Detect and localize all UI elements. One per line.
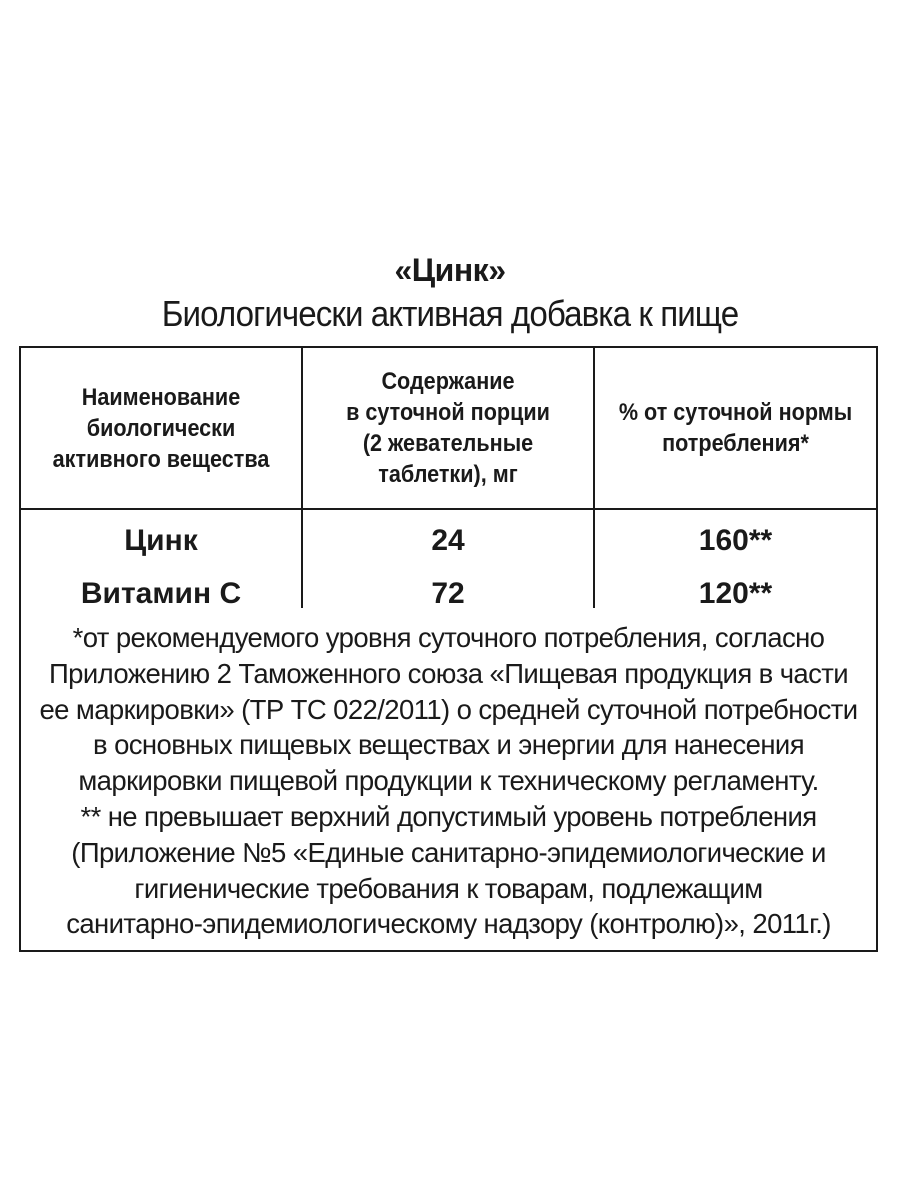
footnote-line: гигиенические требования к товарам, подлежащим bbox=[134, 872, 763, 904]
header-line: в суточной порции bbox=[346, 399, 550, 426]
product-title: «Цинк» bbox=[394, 252, 506, 288]
header-percent bbox=[609, 348, 862, 508]
header-line: % от суточной нормы bbox=[618, 399, 853, 426]
row-vitamin-c-name: Витамин С bbox=[80, 577, 242, 610]
footnote-line: в основных пищевых веществах и энергии для нанесения bbox=[93, 729, 804, 761]
header-line: таблетки), мг bbox=[378, 461, 518, 488]
header-line: потребления* bbox=[662, 430, 809, 457]
nutrition-table bbox=[19, 346, 878, 952]
footnote-line: (Приложение №5 «Единые санитарно-эпидемиологические и bbox=[71, 836, 826, 868]
header-line: Содержание bbox=[381, 368, 515, 395]
footnote-line: ее маркировки» (ТР ТС 022/2011) о средней суточной потребности bbox=[39, 693, 858, 725]
footnote-line: Приложению 2 Таможенного союза «Пищевая продукция в части bbox=[48, 657, 849, 689]
header-line: биологически bbox=[86, 414, 236, 442]
header-substance bbox=[35, 348, 287, 508]
header-divider bbox=[21, 508, 876, 510]
product-subtitle: Биологически активная добавка к пище bbox=[161, 293, 739, 334]
footnote-line: санитарно-эпидемиологическому надзору (контролю)», 2011г.) bbox=[66, 908, 831, 940]
footnote-line: ** не превышает верхний допустимый уровень потребления bbox=[80, 800, 817, 832]
row-zinc-amount: 24 bbox=[431, 524, 465, 557]
header-line: активного вещества bbox=[52, 445, 270, 473]
footnote bbox=[21, 620, 876, 942]
column-divider bbox=[301, 348, 303, 608]
footnote-line: маркировки пищевой продукции к техническому регламенту. bbox=[78, 765, 819, 797]
row-vitamin-c-percent: 120** bbox=[698, 577, 773, 610]
footnote-line: *от рекомендуемого уровня суточного потребления, согласно bbox=[72, 622, 825, 653]
row-vitamin-c-amount: 72 bbox=[431, 577, 465, 610]
header-line: Наименование bbox=[81, 383, 241, 411]
column-divider bbox=[593, 348, 595, 608]
header-content bbox=[318, 348, 579, 508]
row-zinc-percent: 160** bbox=[698, 524, 773, 557]
row-zinc-name: Цинк bbox=[124, 524, 198, 557]
header-line: (2 жевательные bbox=[362, 430, 534, 457]
